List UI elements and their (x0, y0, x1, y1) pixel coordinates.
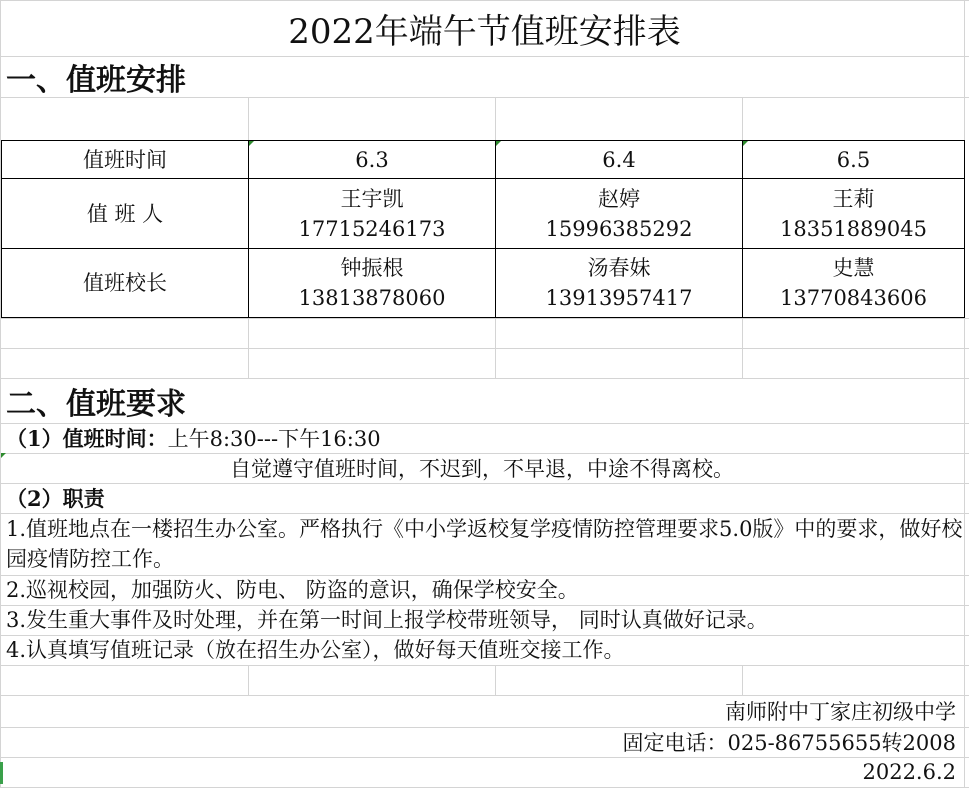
duty-time-value: 上午8:30---下午16:30 (167, 427, 381, 451)
duty-time-row[interactable] (0, 423, 964, 453)
person-phone: 18351889045 (780, 216, 927, 241)
school-name[interactable]: 南师附中丁家庄初级中学 (725, 700, 956, 724)
duty-time-label: （1）值班时间： (6, 426, 168, 451)
duty-time-note[interactable]: 自觉遵守值班时间，不迟到，不早退，中途不得离校。 (230, 457, 734, 481)
table-header-date[interactable] (496, 141, 742, 178)
date-text: 6.4 (602, 147, 636, 172)
grid-line (248, 97, 249, 140)
date-text: 6.5 (836, 147, 871, 172)
grid-line (0, 665, 969, 666)
duty-label[interactable]: （2）职责 (6, 486, 105, 511)
date-text: 6.3 (355, 147, 389, 172)
grid-line (495, 97, 496, 140)
grid-line (742, 318, 743, 378)
duty-item-2[interactable]: 2.巡视校园，加强防火、防电、 防盗的意识，确保学校安全。 (6, 578, 579, 602)
grid-line (248, 318, 249, 378)
table-cell[interactable] (496, 179, 742, 248)
table-cell[interactable] (249, 249, 495, 317)
section-heading-schedule[interactable]: 一、值班安排 (6, 62, 186, 98)
row-label-text: 值班校长 (83, 271, 167, 295)
person-phone: 15996385292 (545, 216, 693, 241)
person-name: 王莉 (832, 186, 875, 211)
grid-line (495, 665, 496, 695)
row-label-principal[interactable] (2, 249, 248, 317)
table-cell[interactable] (249, 179, 495, 248)
grid-line (964, 0, 965, 788)
table-cell[interactable] (496, 249, 742, 317)
grid-line (495, 318, 496, 378)
table-header-label[interactable] (2, 141, 248, 178)
grid-line (742, 97, 743, 140)
table-cell[interactable] (743, 249, 964, 317)
duty-item-1[interactable]: 1.值班地点在一楼招生办公室。严格执行《中小学返校复学疫情防控管理要求5.0版》中的要求，做好校园疫情防控工作。 (6, 517, 963, 571)
person-phone: 13913957417 (545, 286, 693, 310)
person-name: 王宇凯 (340, 186, 404, 211)
header-label-text: 值班时间 (83, 147, 167, 172)
grid-line (0, 318, 969, 319)
table-cell[interactable] (743, 179, 964, 248)
grid-line (248, 665, 249, 695)
row-selection-indicator (0, 762, 3, 784)
table-header-date[interactable] (743, 141, 964, 178)
grid-line (0, 348, 969, 349)
person-phone: 13813878060 (298, 286, 446, 310)
section-heading-requirements[interactable]: 二、值班要求 (6, 386, 186, 422)
page-title[interactable]: 2022年端午节值班安排表 (288, 11, 681, 52)
person-name: 钟振根 (340, 256, 404, 280)
table-header-date[interactable] (249, 141, 495, 178)
person-phone: 13770843606 (780, 286, 927, 310)
document-date[interactable]: 2022.6.2 (862, 760, 956, 784)
person-name: 汤春妹 (587, 256, 651, 280)
schedule-table (1, 140, 965, 318)
grid-line (742, 665, 743, 695)
person-name: 赵婷 (598, 186, 640, 211)
person-name: 史慧 (832, 256, 875, 280)
person-phone: 17715246173 (298, 216, 446, 241)
school-phone[interactable]: 固定电话：025-86755655转2008 (622, 731, 956, 755)
row-label-duty-staff[interactable] (2, 179, 248, 248)
duty-item-4[interactable]: 4.认真填写值班记录（放在招生办公室），做好每天值班交接工作。 (6, 638, 625, 662)
row-label-text: 值 班 人 (86, 201, 164, 226)
duty-item-3[interactable]: 3.发生重大事件及时处理，并在第一时间上报学校带班领导， 同时认真做好记录。 (6, 608, 768, 632)
